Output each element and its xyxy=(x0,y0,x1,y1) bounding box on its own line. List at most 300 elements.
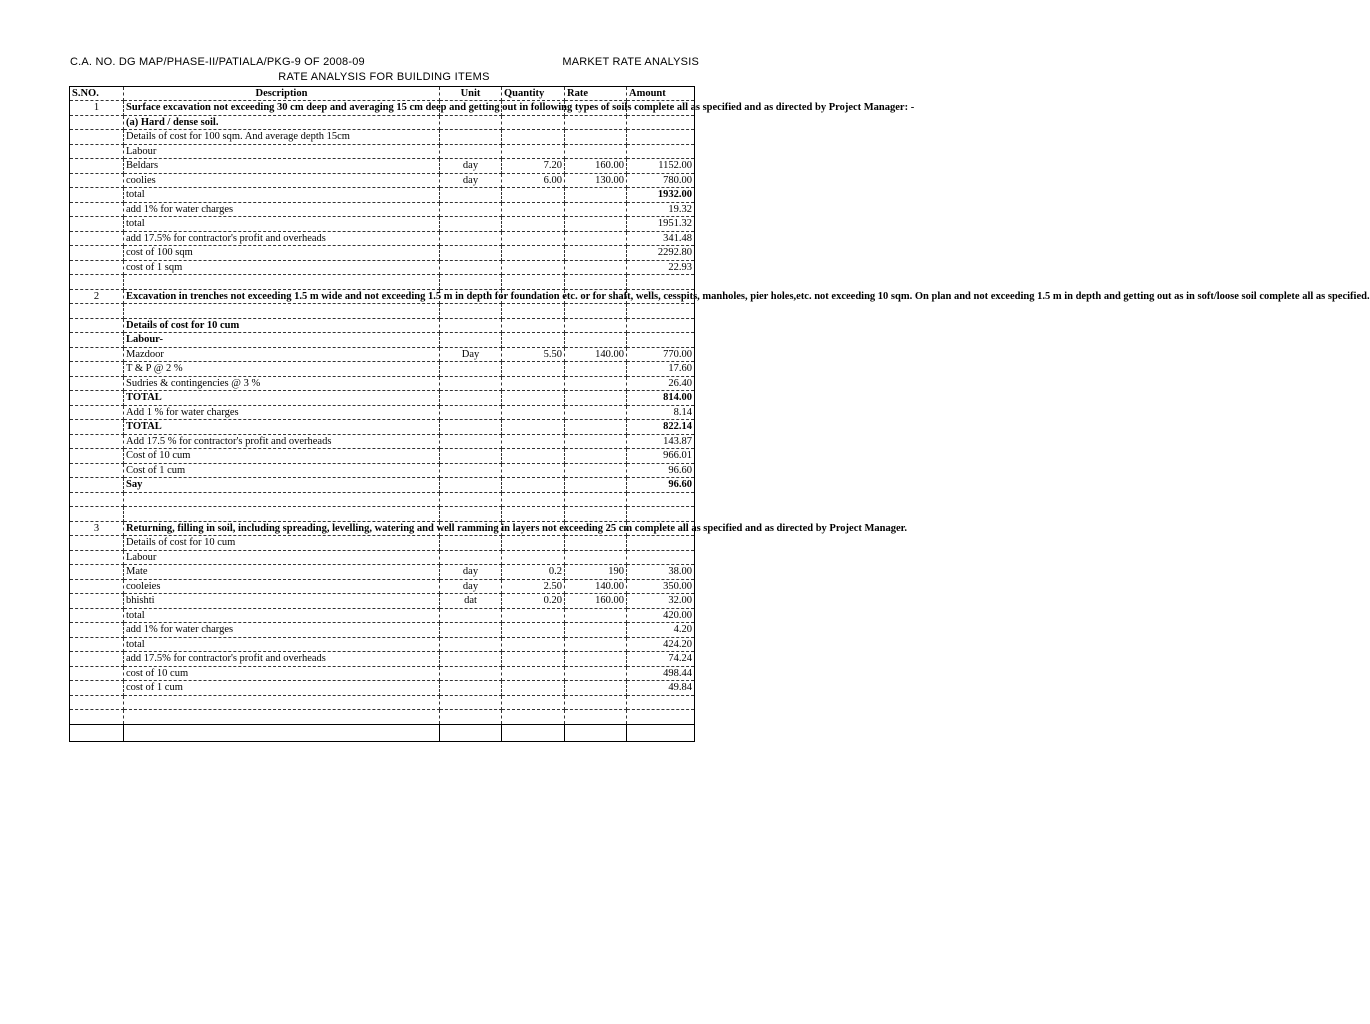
table-row xyxy=(70,362,695,377)
rate-cell xyxy=(565,463,627,478)
amount-cell: 770.00 xyxy=(627,347,695,362)
rate-cell xyxy=(565,246,627,261)
table-row xyxy=(70,550,695,565)
amount-cell: 96.60 xyxy=(627,463,695,478)
table-row xyxy=(70,391,695,406)
empty-cell xyxy=(627,724,695,741)
quantity-cell: 5.50 xyxy=(502,347,565,362)
amount-cell: 49.84 xyxy=(627,681,695,696)
unit-cell xyxy=(440,695,502,710)
amount-cell: 341.48 xyxy=(627,231,695,246)
rate-cell xyxy=(565,188,627,203)
quantity-cell xyxy=(502,608,565,623)
table-row xyxy=(70,478,695,493)
quantity-cell xyxy=(502,695,565,710)
quantity-cell xyxy=(502,246,565,261)
table-row xyxy=(70,492,695,507)
quantity-cell xyxy=(502,420,565,435)
sno-cell xyxy=(70,637,124,652)
sno-cell xyxy=(70,188,124,203)
description-cell: cooleies xyxy=(124,579,440,594)
description-cell: Add 1 % for water charges xyxy=(124,405,440,420)
rate-cell xyxy=(565,333,627,348)
table-row xyxy=(70,681,695,696)
rate-cell xyxy=(565,420,627,435)
description-cell: total xyxy=(124,608,440,623)
sno-cell xyxy=(70,565,124,580)
table-footer-row xyxy=(70,724,695,741)
description-cell: T & P @ 2 % xyxy=(124,362,440,377)
unit-cell xyxy=(440,260,502,275)
quantity-cell: 7.20 xyxy=(502,159,565,174)
sno-cell xyxy=(70,231,124,246)
empty-cell xyxy=(124,724,440,741)
sno-cell xyxy=(70,144,124,159)
amount-cell xyxy=(627,144,695,159)
amount-cell: 38.00 xyxy=(627,565,695,580)
unit-cell xyxy=(440,637,502,652)
rate-cell xyxy=(565,275,627,290)
page-title: RATE ANALYSIS FOR BUILDING ITEMS xyxy=(278,71,490,83)
description-cell xyxy=(124,710,440,725)
amount-cell: 17.60 xyxy=(627,362,695,377)
sno-cell xyxy=(70,173,124,188)
rate-cell xyxy=(565,231,627,246)
quantity-cell xyxy=(502,333,565,348)
quantity-cell: 6.00 xyxy=(502,173,565,188)
rate-cell xyxy=(565,115,627,130)
col-header-sno: S.NO. xyxy=(70,87,124,101)
description-cell: add 17.5% for contractor's profit and overheads xyxy=(124,652,440,667)
unit-cell: day xyxy=(440,579,502,594)
description-cell: Labour xyxy=(124,144,440,159)
amount-cell: 420.00 xyxy=(627,608,695,623)
rate-cell: 140.00 xyxy=(565,347,627,362)
description-cell xyxy=(124,304,440,319)
description-cell: Details of cost for 100 sqm. And average depth 15cm xyxy=(124,130,440,145)
sno-cell xyxy=(70,376,124,391)
table-row xyxy=(70,420,695,435)
amount-cell xyxy=(627,115,695,130)
description-cell: Sudries & contingencies @ 3 % xyxy=(124,376,440,391)
description-cell: Labour- xyxy=(124,333,440,348)
unit-cell xyxy=(440,478,502,493)
rate-cell xyxy=(565,202,627,217)
unit-cell xyxy=(440,130,502,145)
item-sno: 2 xyxy=(70,289,124,304)
description-cell: cost of 1 cum xyxy=(124,681,440,696)
rate-cell xyxy=(565,217,627,232)
sno-cell xyxy=(70,347,124,362)
empty-cell xyxy=(502,724,565,741)
table-row xyxy=(70,231,695,246)
table-row xyxy=(70,246,695,261)
table-row xyxy=(70,695,695,710)
description-cell: Add 17.5 % for contractor's profit and overheads xyxy=(124,434,440,449)
rate-cell xyxy=(565,318,627,333)
amount-cell: 780.00 xyxy=(627,173,695,188)
table-row xyxy=(70,637,695,652)
quantity-cell xyxy=(502,492,565,507)
table-row xyxy=(70,652,695,667)
table-row xyxy=(70,666,695,681)
table-row xyxy=(70,449,695,464)
sno-cell xyxy=(70,463,124,478)
rate-cell xyxy=(565,666,627,681)
rate-cell xyxy=(565,637,627,652)
sno-cell xyxy=(70,594,124,609)
sno-cell xyxy=(70,550,124,565)
description-cell: bhishti xyxy=(124,594,440,609)
amount-cell: 19.32 xyxy=(627,202,695,217)
quantity-cell xyxy=(502,318,565,333)
quantity-cell xyxy=(502,710,565,725)
description-cell: total xyxy=(124,637,440,652)
table-row xyxy=(70,405,695,420)
amount-cell: 498.44 xyxy=(627,666,695,681)
description-cell: Say xyxy=(124,478,440,493)
quantity-cell: 0.2 xyxy=(502,565,565,580)
sno-cell xyxy=(70,217,124,232)
rate-cell xyxy=(565,376,627,391)
description-cell: TOTAL xyxy=(124,420,440,435)
amount-cell: 424.20 xyxy=(627,637,695,652)
rate-cell xyxy=(565,492,627,507)
unit-cell xyxy=(440,608,502,623)
table-row xyxy=(70,144,695,159)
unit-cell xyxy=(440,710,502,725)
amount-cell xyxy=(627,304,695,319)
sno-cell xyxy=(70,159,124,174)
description-cell xyxy=(124,507,440,522)
unit-cell xyxy=(440,623,502,638)
quantity-cell xyxy=(502,260,565,275)
sno-cell xyxy=(70,536,124,551)
rate-cell: 160.00 xyxy=(565,159,627,174)
amount-cell: 74.24 xyxy=(627,652,695,667)
sno-cell xyxy=(70,710,124,725)
table-row xyxy=(70,173,695,188)
amount-cell xyxy=(627,492,695,507)
unit-cell xyxy=(440,434,502,449)
col-header-quantity: Quantity xyxy=(502,87,565,101)
sno-cell xyxy=(70,623,124,638)
amount-cell xyxy=(627,507,695,522)
sno-cell xyxy=(70,260,124,275)
description-cell: coolies xyxy=(124,173,440,188)
amount-cell: 966.01 xyxy=(627,449,695,464)
rate-cell xyxy=(565,260,627,275)
rate-cell xyxy=(565,434,627,449)
unit-cell xyxy=(440,652,502,667)
rate-cell xyxy=(565,304,627,319)
quantity-cell xyxy=(502,449,565,464)
unit-cell xyxy=(440,463,502,478)
unit-cell xyxy=(440,144,502,159)
empty-cell xyxy=(70,724,124,741)
table-row xyxy=(70,304,695,319)
description-cell: TOTAL xyxy=(124,391,440,406)
quantity-cell xyxy=(502,652,565,667)
unit-cell xyxy=(440,681,502,696)
table-row xyxy=(70,159,695,174)
table-row xyxy=(70,115,695,130)
amount-cell: 350.00 xyxy=(627,579,695,594)
amount-cell: 32.00 xyxy=(627,594,695,609)
table-row xyxy=(70,347,695,362)
description-cell: add 1% for water charges xyxy=(124,202,440,217)
table-row xyxy=(70,623,695,638)
amount-cell xyxy=(627,275,695,290)
sno-cell xyxy=(70,579,124,594)
rate-cell xyxy=(565,681,627,696)
rate-cell xyxy=(565,710,627,725)
unit-cell xyxy=(440,115,502,130)
unit-cell: day xyxy=(440,173,502,188)
amount-cell: 96.60 xyxy=(627,478,695,493)
quantity-cell xyxy=(502,304,565,319)
document-type: MARKET RATE ANALYSIS xyxy=(562,56,699,68)
table-row xyxy=(70,710,695,725)
col-header-description: Description xyxy=(124,87,440,101)
table-row xyxy=(70,130,695,145)
rate-cell xyxy=(565,449,627,464)
description-cell: Mate xyxy=(124,565,440,580)
item-title: Returning, filling in soil, including spreading, levelling, watering and well ramming in layers not exceeding 25 cm complete all as specified and as directed by Project Manager. xyxy=(124,521,440,536)
amount-cell xyxy=(627,333,695,348)
amount-cell xyxy=(627,695,695,710)
unit-cell xyxy=(440,391,502,406)
sno-cell xyxy=(70,275,124,290)
sno-cell xyxy=(70,652,124,667)
table-row xyxy=(70,579,695,594)
rate-cell xyxy=(565,405,627,420)
rate-cell xyxy=(565,144,627,159)
unit-cell xyxy=(440,304,502,319)
quantity-cell xyxy=(502,463,565,478)
quantity-cell xyxy=(502,217,565,232)
description-cell: Details of cost for 10 cum xyxy=(124,536,440,551)
description-cell: total xyxy=(124,217,440,232)
item-sno: 3 xyxy=(70,521,124,536)
amount-cell: 22.93 xyxy=(627,260,695,275)
sno-cell xyxy=(70,695,124,710)
unit-cell xyxy=(440,246,502,261)
sno-cell xyxy=(70,478,124,493)
item-title-row xyxy=(70,521,695,536)
rate-cell xyxy=(565,608,627,623)
sno-cell xyxy=(70,333,124,348)
sno-cell xyxy=(70,202,124,217)
amount-cell xyxy=(627,550,695,565)
quantity-cell xyxy=(502,144,565,159)
col-header-amount: Amount xyxy=(627,87,695,101)
amount-cell xyxy=(627,710,695,725)
sno-cell xyxy=(70,449,124,464)
table-row xyxy=(70,202,695,217)
rate-cell xyxy=(565,550,627,565)
quantity-cell xyxy=(502,637,565,652)
table-row xyxy=(70,188,695,203)
sno-cell xyxy=(70,115,124,130)
description-cell: Cost of 1 cum xyxy=(124,463,440,478)
description-cell: total xyxy=(124,188,440,203)
rate-cell xyxy=(565,507,627,522)
unit-cell xyxy=(440,492,502,507)
sno-cell xyxy=(70,507,124,522)
table-header-row xyxy=(70,87,695,101)
unit-cell xyxy=(440,449,502,464)
table-row xyxy=(70,536,695,551)
unit-cell xyxy=(440,405,502,420)
description-cell: Cost of 10 cum xyxy=(124,449,440,464)
quantity-cell xyxy=(502,115,565,130)
description-cell: cost of 1 sqm xyxy=(124,260,440,275)
quantity-cell xyxy=(502,681,565,696)
table-row xyxy=(70,608,695,623)
col-header-unit: Unit xyxy=(440,87,502,101)
rate-cell xyxy=(565,695,627,710)
item-title-row xyxy=(70,101,695,116)
quantity-cell xyxy=(502,478,565,493)
unit-cell xyxy=(440,202,502,217)
quantity-cell xyxy=(502,550,565,565)
sno-cell xyxy=(70,130,124,145)
unit-cell: Day xyxy=(440,347,502,362)
table-row xyxy=(70,463,695,478)
description-cell: cost of 100 sqm xyxy=(124,246,440,261)
quantity-cell: 2.50 xyxy=(502,579,565,594)
table-row xyxy=(70,217,695,232)
item-title: Surface excavation not exceeding 30 cm deep and averaging 15 cm deep and getting out in following types of soils complete all as specified and as directed by Project Manager: - xyxy=(124,101,440,116)
description-cell: Mazdoor xyxy=(124,347,440,362)
unit-cell xyxy=(440,420,502,435)
sno-cell xyxy=(70,391,124,406)
rate-cell: 130.00 xyxy=(565,173,627,188)
quantity-cell: 0.20 xyxy=(502,594,565,609)
unit-cell: dat xyxy=(440,594,502,609)
rate-cell xyxy=(565,536,627,551)
rate-cell xyxy=(565,391,627,406)
rate-analysis-table xyxy=(69,86,1370,742)
description-cell: add 1% for water charges xyxy=(124,623,440,638)
unit-cell xyxy=(440,550,502,565)
description-cell: Beldars xyxy=(124,159,440,174)
unit-cell xyxy=(440,275,502,290)
sno-cell xyxy=(70,492,124,507)
quantity-cell xyxy=(502,130,565,145)
description-cell: cost of 10 cum xyxy=(124,666,440,681)
description-cell: Details of cost for 10 cum xyxy=(124,318,440,333)
empty-cell xyxy=(565,724,627,741)
quantity-cell xyxy=(502,507,565,522)
quantity-cell xyxy=(502,362,565,377)
table-row xyxy=(70,434,695,449)
quantity-cell xyxy=(502,405,565,420)
amount-cell: 143.87 xyxy=(627,434,695,449)
unit-cell xyxy=(440,362,502,377)
quantity-cell xyxy=(502,666,565,681)
description-cell: add 17.5% for contractor's profit and overheads xyxy=(124,231,440,246)
description-cell: Labour xyxy=(124,550,440,565)
rate-cell: 190 xyxy=(565,565,627,580)
quantity-cell xyxy=(502,376,565,391)
sno-cell xyxy=(70,362,124,377)
sno-cell xyxy=(70,434,124,449)
rate-cell xyxy=(565,130,627,145)
unit-cell xyxy=(440,666,502,681)
sno-cell xyxy=(70,608,124,623)
description-cell xyxy=(124,695,440,710)
unit-cell xyxy=(440,188,502,203)
table-body xyxy=(70,101,1370,742)
quantity-cell xyxy=(502,275,565,290)
amount-cell: 1152.00 xyxy=(627,159,695,174)
unit-cell xyxy=(440,217,502,232)
description-cell: (a) Hard / dense soil. xyxy=(124,115,440,130)
sno-cell xyxy=(70,405,124,420)
unit-cell xyxy=(440,318,502,333)
unit-cell xyxy=(440,231,502,246)
empty-cell xyxy=(440,724,502,741)
item-sno: 1 xyxy=(70,101,124,116)
rate-cell xyxy=(565,652,627,667)
item-title-row xyxy=(70,289,695,304)
sno-cell xyxy=(70,666,124,681)
rate-cell: 140.00 xyxy=(565,579,627,594)
quantity-cell xyxy=(502,434,565,449)
quantity-cell xyxy=(502,188,565,203)
table-row xyxy=(70,594,695,609)
contract-number: C.A. NO. DG MAP/PHASE-II/PATIALA/PKG-9 OF 2008-09 xyxy=(70,56,365,68)
table-row xyxy=(70,376,695,391)
sno-cell xyxy=(70,304,124,319)
table-row xyxy=(70,507,695,522)
amount-cell: 26.40 xyxy=(627,376,695,391)
sno-cell xyxy=(70,420,124,435)
unit-cell xyxy=(440,376,502,391)
unit-cell xyxy=(440,507,502,522)
amount-cell: 1932.00 xyxy=(627,188,695,203)
sno-cell xyxy=(70,681,124,696)
amount-cell: 822.14 xyxy=(627,420,695,435)
amount-cell xyxy=(627,536,695,551)
amount-cell: 4.20 xyxy=(627,623,695,638)
quantity-cell xyxy=(502,623,565,638)
sno-cell xyxy=(70,318,124,333)
amount-cell: 2292.80 xyxy=(627,246,695,261)
amount-cell xyxy=(627,130,695,145)
table-row xyxy=(70,318,695,333)
table-row xyxy=(70,260,695,275)
unit-cell xyxy=(440,333,502,348)
quantity-cell xyxy=(502,391,565,406)
quantity-cell xyxy=(502,202,565,217)
description-cell xyxy=(124,492,440,507)
quantity-cell xyxy=(502,536,565,551)
quantity-cell xyxy=(502,231,565,246)
unit-cell: day xyxy=(440,159,502,174)
amount-cell: 1951.32 xyxy=(627,217,695,232)
table-row xyxy=(70,565,695,580)
col-header-rate: Rate xyxy=(565,87,627,101)
description-cell xyxy=(124,275,440,290)
sno-cell xyxy=(70,246,124,261)
table-row xyxy=(70,333,695,348)
unit-cell: day xyxy=(440,565,502,580)
item-title: Excavation in trenches not exceeding 1.5 m wide and not exceeding 1.5 m in depth for foundation etc. or for shaft, wells, cesspits, manholes, pier holes,etc. not exceeding 10 sqm. On plan and not exceeding 1.5 m in depth and getting out as in soft/loose soil complete all as specified. xyxy=(124,289,440,304)
amount-cell xyxy=(627,318,695,333)
